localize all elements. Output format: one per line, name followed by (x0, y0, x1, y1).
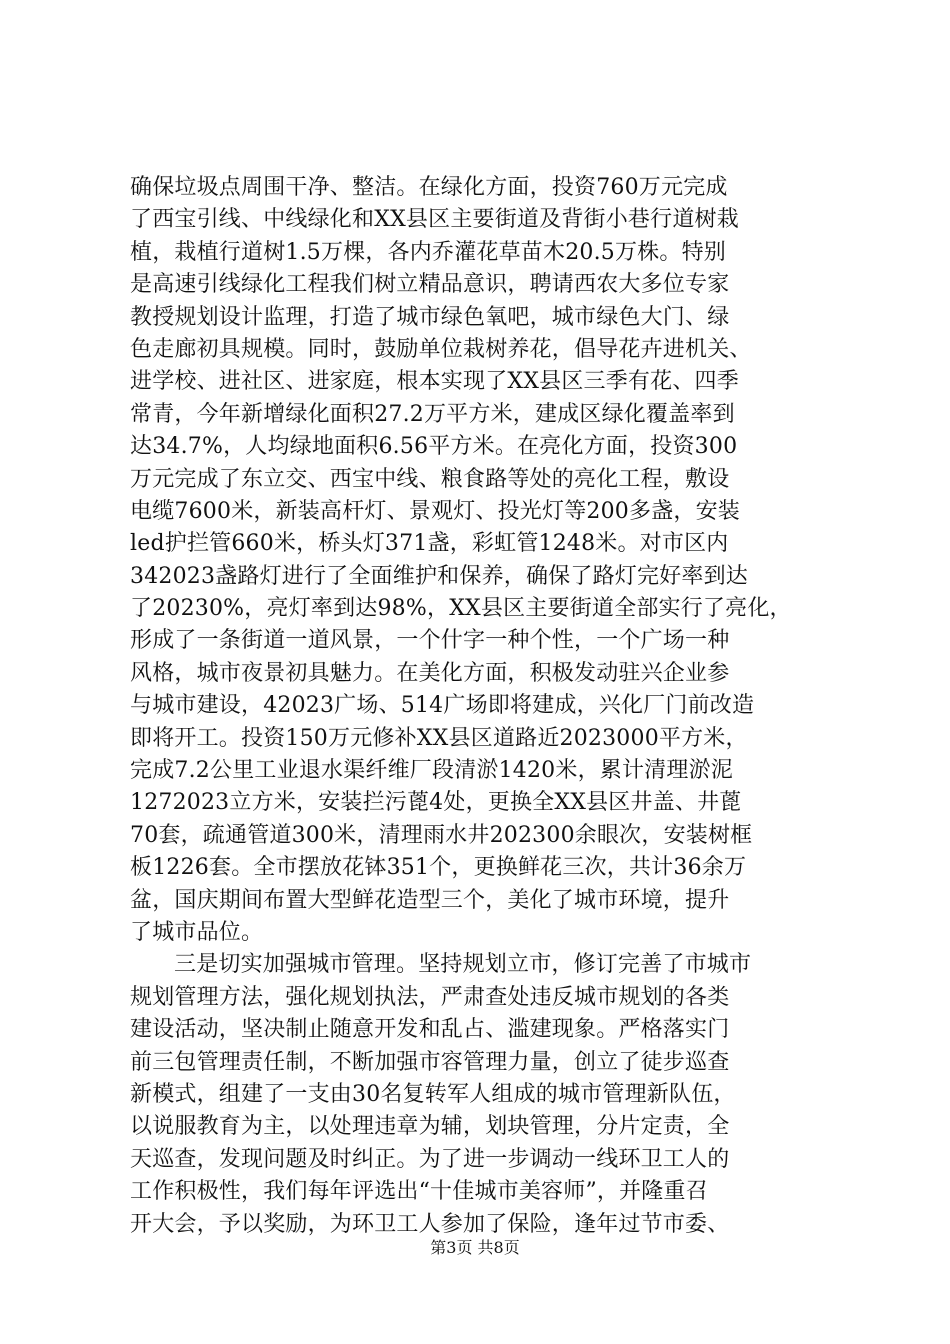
text-line: 即将开工。投资150万元修补XX县区道路近2023000平方米， (130, 725, 748, 751)
text-line: 建设活动，坚决制止随意开发和乱占、滥建现象。严格落实门 (130, 1017, 730, 1043)
text-line: 规划管理方法，强化规划执法，严肃查处违反城市规划的各类 (130, 984, 730, 1010)
text-line: 形成了一条街道一道风景，一个什字一种个性，一个广场一种 (130, 628, 730, 654)
text-line: 了城市品位。 (130, 919, 264, 945)
text-line: 盆，国庆期间布置大型鲜花造型三个，美化了城市环境，提升 (130, 887, 730, 913)
text-line: 天巡查，发现问题及时纠正。为了进一步调动一线环卫工人的 (130, 1146, 730, 1172)
text-line: 达34.7%，人均绿地面积6.56平方米。在亮化方面，投资300 (130, 434, 738, 460)
text-line: led护拦管660米，桥头灯371盏，彩虹管1248米。对市区内 (130, 531, 729, 557)
paragraph-start-line: 三是切实加强城市管理。坚持规划立市，修订完善了市城市 (174, 952, 752, 978)
text-line: 与城市建设，42023广场、514广场即将建成，兴化厂门前改造 (130, 693, 755, 719)
text-line: 植，栽植行道树1.5万棵，各内乔灌花草苗木20.5万株。特别 (130, 239, 726, 265)
text-line: 342023盏路灯进行了全面维护和保养，确保了路灯完好率到达 (130, 563, 748, 589)
text-line: 了20230%，亮灯率到达98%，XX县区主要街道全部实行了亮化， (130, 596, 792, 622)
text-line: 色走廊初具规模。同时，鼓励单位栽树养花，倡导花卉进机关、 (130, 336, 752, 362)
text-line: 了西宝引线、中线绿化和XX县区主要街道及背街小巷行道树栽 (130, 207, 739, 233)
text-line: 教授规划设计监理，打造了城市绿色氧吧，城市绿色大门、绿 (130, 304, 730, 330)
text-line: 以说服教育为主，以处理违章为辅，划块管理，分片定责，全 (130, 1114, 730, 1140)
text-line: 工作积极性，我们每年评选出“十佳城市美容师”，并隆重召 (130, 1179, 708, 1205)
text-line: 完成7.2公里工业退水渠纤维厂段清淤1420米，累计清理淤泥 (130, 758, 733, 784)
text-line: 风格，城市夜景初具魅力。在美化方面，积极发动驻兴企业参 (130, 660, 730, 686)
text-line: 电缆7600米，新装高杆灯、景观灯、投光灯等200多盏，安装 (130, 498, 740, 524)
text-line: 常青，今年新增绿化面积27.2万平方米，建成区绿化覆盖率到 (130, 401, 735, 427)
text-line: 开大会，予以奖励，为环卫工人参加了保险，逢年过节市委、 (130, 1211, 730, 1237)
page-number-footer: 第3页 共8页 (430, 1238, 520, 1257)
text-line: 新模式，组建了一支由30名复转军人组成的城市管理新队伍， (130, 1081, 736, 1107)
text-line: 是高速引线绿化工程我们树立精品意识，聘请西农大多位专家 (130, 272, 730, 298)
text-line: 确保垃圾点周围干净、整洁。在绿化方面，投资760万元完成 (130, 175, 728, 200)
text-line: 万元完成了东立交、西宝中线、粮食路等处的亮化工程，敷设 (130, 466, 730, 492)
text-line: 进学校、进社区、进家庭，根本实现了XX县区三季有花、四季 (130, 369, 739, 395)
text-line: 板1226套。全市摆放花钵351个，更换鲜花三次，共计36余万 (130, 855, 747, 881)
text-line: 70套，疏通管道300米，清理雨水井202300余眼次，安装树框 (130, 822, 753, 848)
document-body (130, 172, 830, 1241)
text-line: 前三包管理责任制，不断加强市容管理力量，创立了徒步巡查 (130, 1049, 730, 1075)
text-line: 1272023立方米，安装拦污蓖4处，更换全XX县区井盖、井蓖 (130, 790, 742, 816)
